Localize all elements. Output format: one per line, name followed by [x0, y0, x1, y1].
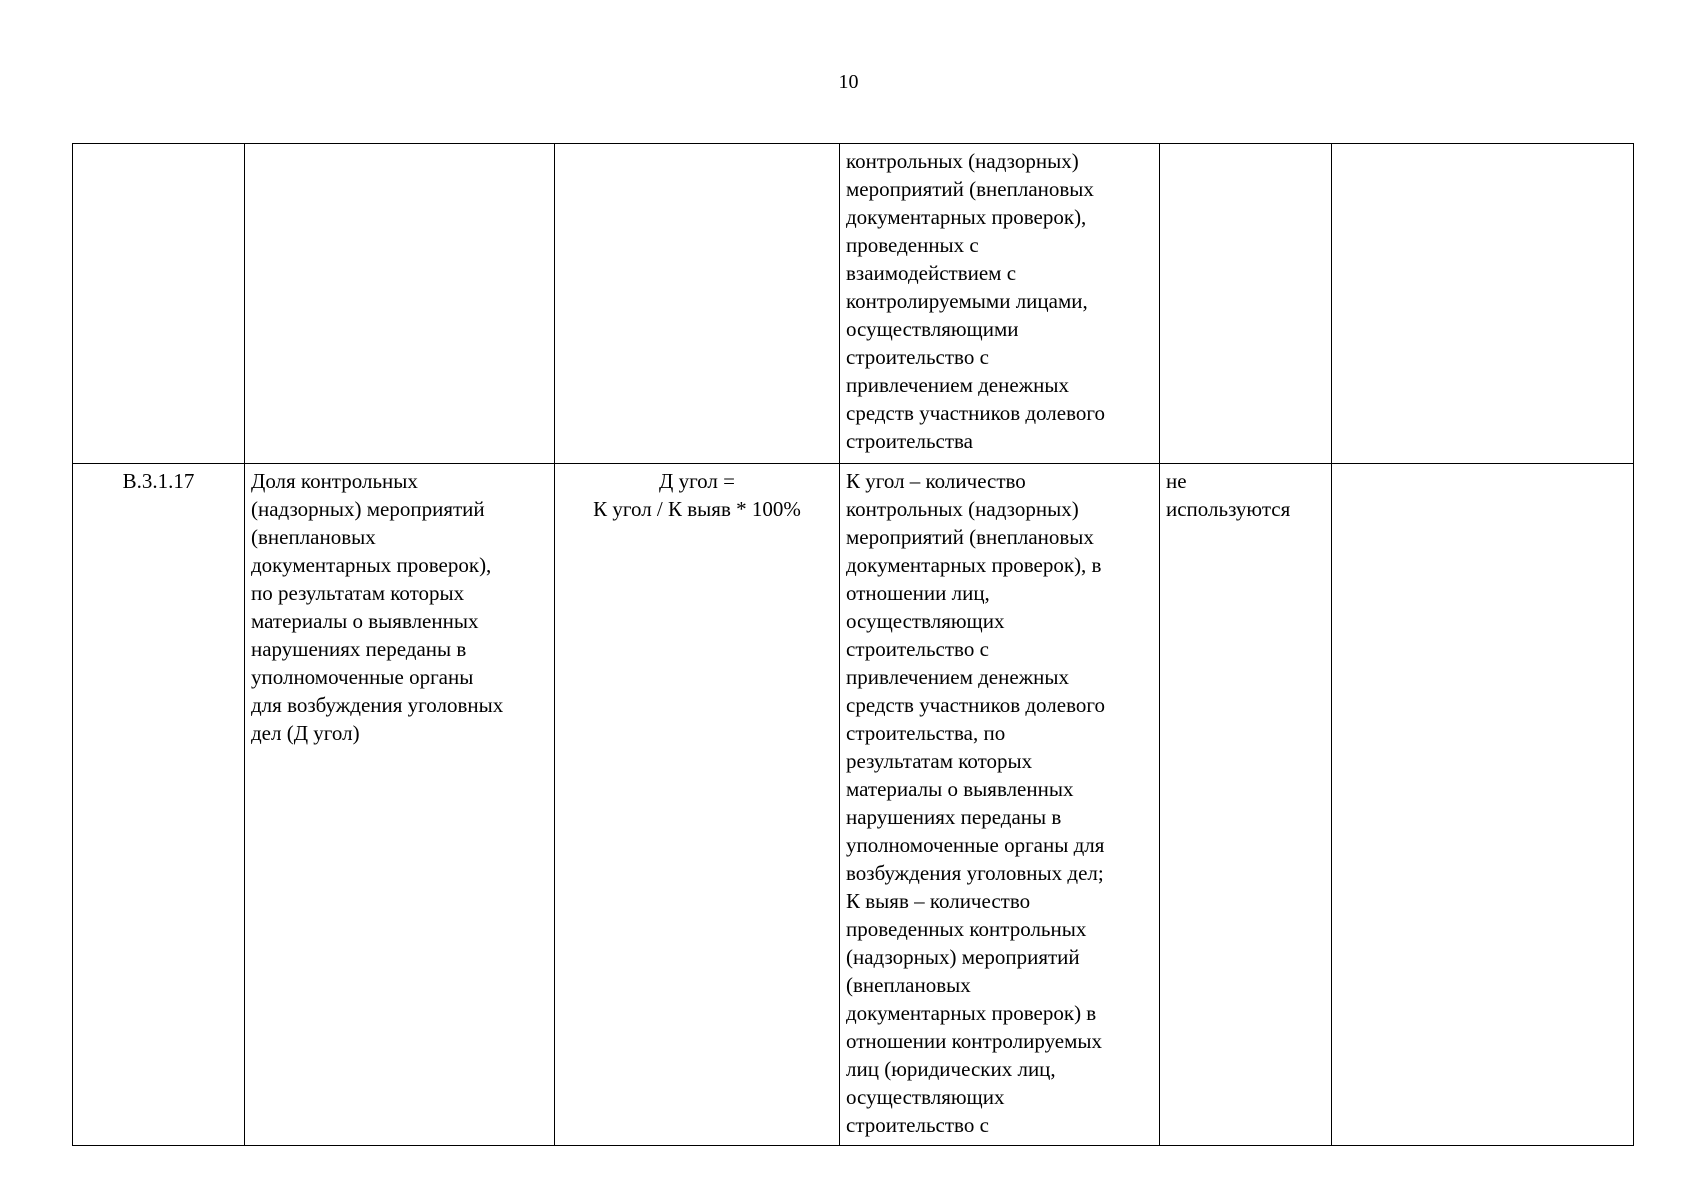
indicator-status-cell	[1160, 144, 1332, 464]
page-number: 10	[838, 71, 859, 93]
indicator-formula-cell: Д угол = К угол / К выяв * 100%	[555, 464, 840, 1146]
indicator-description-cell: К угол – количество контрольных (надзорных) мероприятий (внеплановых документарных проверок), в отношении лиц, осуществляющих строительство с привлечением денежных средств участников долевого строительства, по результатам которых материалы о выявленных нарушениях переданы в уполномоченные органы для возбуждения уголовных дел; К выяв – количество проведенных контрольных (надзорных) мероприятий (внеплановых документарных проверок) в отношении контролируемых лиц (юридических лиц, осуществляющих строительство с	[840, 464, 1160, 1146]
indicator-note-cell	[1332, 464, 1634, 1146]
indicator-table	[72, 143, 1634, 1146]
indicator-name-cell	[245, 144, 555, 464]
table-row	[73, 464, 1634, 1146]
indicator-note-cell	[1332, 144, 1634, 464]
indicator-description-cell: контрольных (надзорных) мероприятий (внеплановых документарных проверок), проведенных с взаимодействием с контролируемыми лицами, осуществляющими строительство с привлечением денежных средств участников долевого строительства	[840, 144, 1160, 464]
indicator-formula-cell	[555, 144, 840, 464]
indicator-name-cell: Доля контрольных (надзорных) мероприятий (внеплановых документарных проверок), по результатам которых материалы о выявленных нарушениях переданы в уполномоченные органы для возбуждения уголовных дел (Д угол)	[245, 464, 555, 1146]
table-row	[73, 144, 1634, 464]
indicator-code-cell: В.3.1.17	[73, 464, 245, 1146]
indicator-status-cell: не используются	[1160, 464, 1332, 1146]
indicator-code-cell	[73, 144, 245, 464]
